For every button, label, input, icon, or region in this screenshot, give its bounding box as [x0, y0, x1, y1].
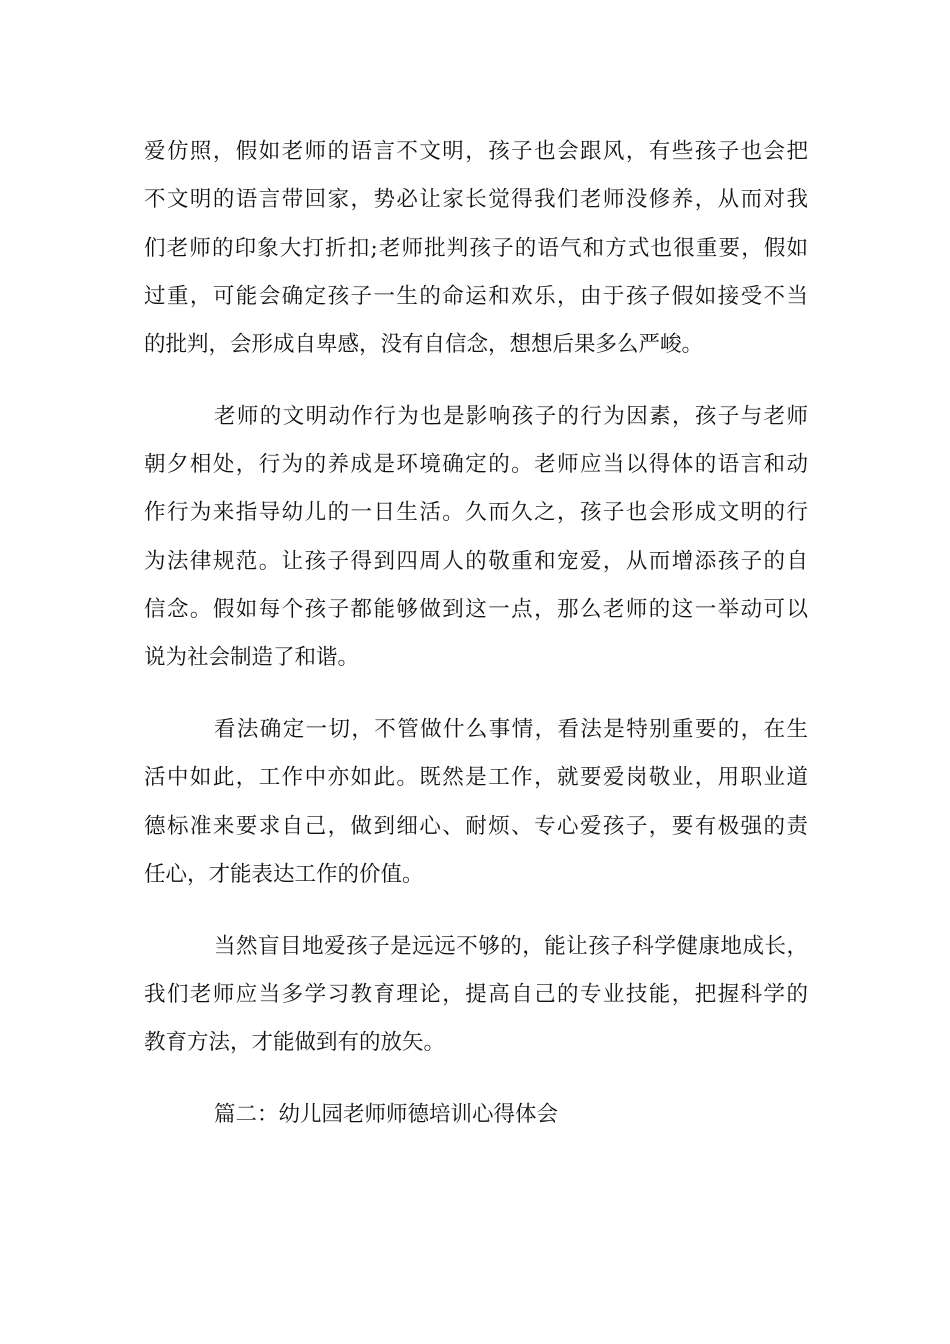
paragraph-line: 德标准来要求自己，做到细心、耐烦、专心爱孩子，要有极强的责: [144, 813, 808, 839]
paragraph-line: 过重，可能会确定孩子一生的命运和欢乐，由于孩子假如接受不当: [144, 283, 808, 309]
section-heading: 篇二：幼儿园老师师德培训心得体会: [214, 1101, 559, 1127]
paragraph-line: 为法律规范。让孩子得到四周人的敬重和宠爱，从而增添孩子的自: [144, 548, 808, 574]
paragraph-line: 不文明的语言带回家，势必让家长觉得我们老师没修养，从而对我: [144, 187, 808, 213]
paragraph-line: 的批判，会形成自卑感，没有自信念，想想后果多么严峻。: [144, 332, 704, 358]
paragraph-line: 我们老师应当多学习教育理论，提高自己的专业技能，把握科学的: [144, 981, 808, 1007]
paragraph-line: 活中如此，工作中亦如此。既然是工作，就要爱岗敬业，用职业道: [144, 765, 808, 791]
paragraph-spacer: [144, 1068, 808, 1091]
paragraph-line: 说为社会制造了和谐。: [144, 645, 360, 671]
paragraph-line: 当然盲目地爱孩子是远远不够的，能让孩子科学健康地成长，: [214, 933, 808, 959]
paragraph-3: [144, 706, 808, 899]
paragraph-4: [144, 923, 808, 1068]
document-body: [144, 128, 808, 1139]
paragraph-line: 教育方法，才能做到有的放矢。: [144, 1030, 446, 1056]
paragraph-line: 们老师的印象大打折扣;老师批判孩子的语气和方式也很重要，假如: [144, 235, 808, 261]
paragraph-line: 爱仿照，假如老师的语言不文明，孩子也会跟风，有些孩子也会把: [144, 139, 808, 164]
paragraph-spacer: [144, 899, 808, 922]
paragraph-line: 任心，才能表达工作的价值。: [144, 861, 424, 887]
paragraph-spacer: [144, 683, 808, 706]
paragraph-line: 信念。假如每个孩子都能够做到这一点，那么老师的这一举动可以: [144, 597, 808, 623]
paragraph-line: 老师的文明动作行为也是影响孩子的行为因素，孩子与老师: [214, 403, 808, 429]
paragraph-line: 作行为来指导幼儿的一日生活。久而久之，孩子也会形成文明的行: [144, 500, 808, 526]
paragraph-2: [144, 393, 808, 683]
paragraph-1: [144, 128, 808, 369]
paragraph-line: 看法确定一切，不管做什么事情，看法是特别重要的，在生: [214, 717, 808, 743]
paragraph-line: 朝夕相处，行为的养成是环境确定的。老师应当以得体的语言和动: [144, 452, 808, 478]
paragraph-spacer: [144, 369, 808, 392]
